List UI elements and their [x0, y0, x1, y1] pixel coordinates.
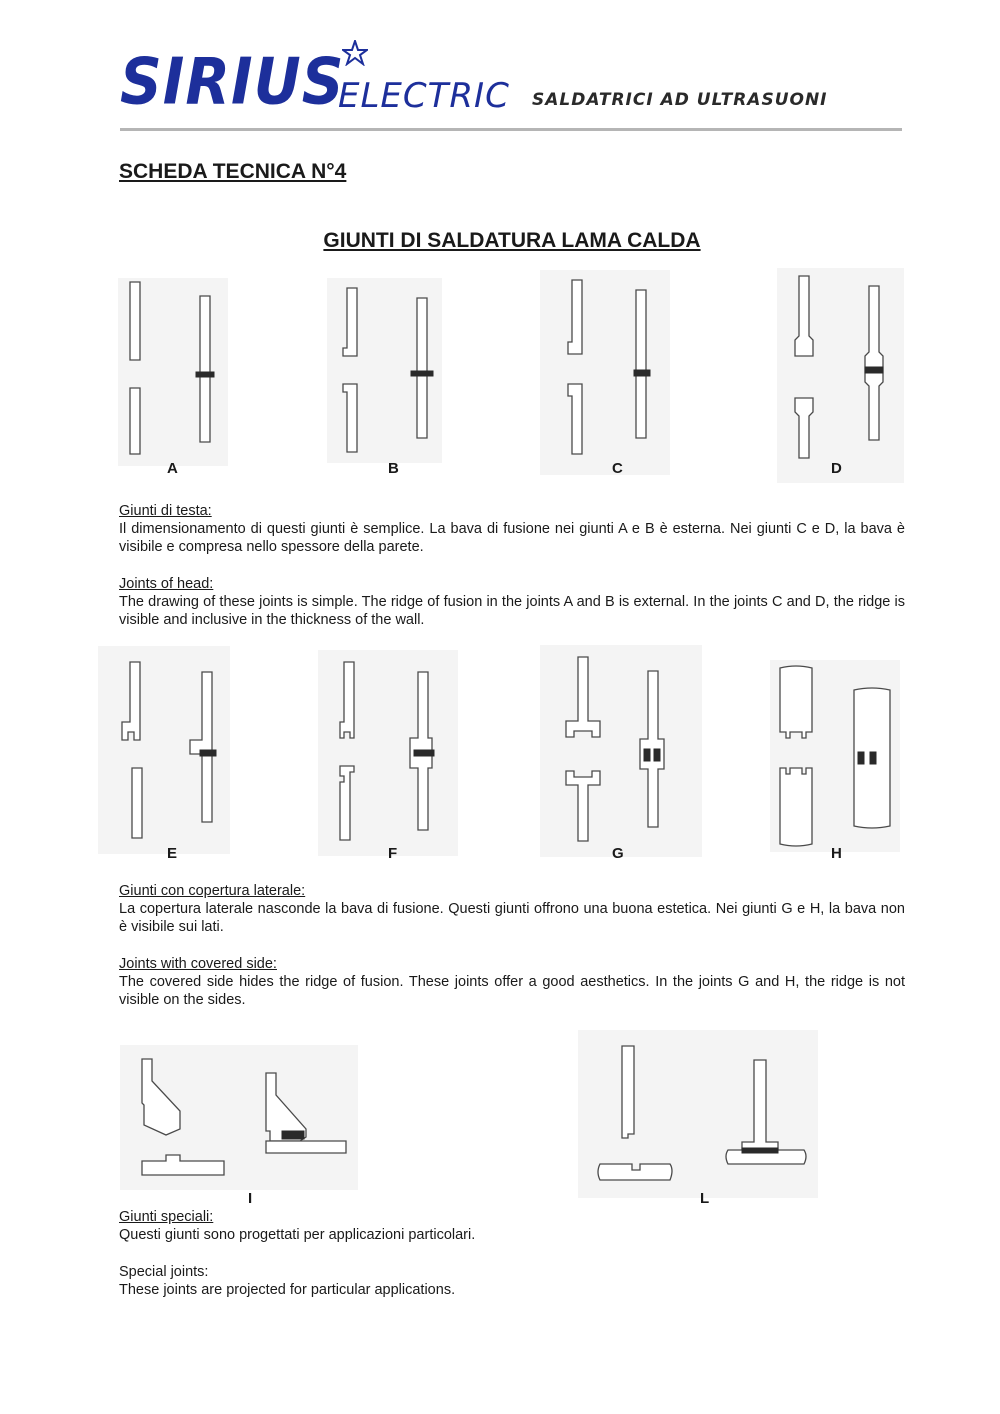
joint-figure-b [327, 278, 442, 463]
section-special-en [119, 1263, 905, 1299]
joint-figure-a [118, 278, 228, 466]
joint-figure-f [318, 650, 458, 856]
section-body: The covered side hides the ridge of fusion. These joints offer a good aesthetics. In the joints G and H, the ridge is not visible on the sides. [119, 974, 905, 1008]
joint-figure-c [540, 270, 670, 475]
header-divider [120, 128, 902, 131]
joint-figure-l [578, 1030, 818, 1198]
page-title: GIUNTI DI SALDATURA LAMA CALDA [323, 229, 701, 252]
section-body: Questi giunti sono progettati per applicazioni particolari. [119, 1227, 476, 1243]
figure-label-a: A [167, 460, 178, 477]
section-covered-en [119, 955, 905, 1009]
joint-figure-d [777, 268, 904, 483]
joint-figure-e [98, 646, 230, 854]
section-heading: Giunti di testa: [119, 503, 212, 519]
section-heading: Joints of head: [119, 576, 214, 592]
logo-brand-main: SIRIUS [120, 44, 345, 119]
section-special-it [119, 1208, 905, 1244]
star-icon [342, 40, 368, 66]
figure-label-i: I [248, 1190, 253, 1207]
figure-label-f: F [388, 845, 398, 862]
section-body: La copertura laterale nasconde la bava di fusione. Questi giunti offrono una buona estetica. Nei giunti G e H, la bava non è visibile sui lati. [119, 901, 905, 935]
joint-figure-g [540, 645, 702, 857]
section-heading: Joints with covered side: [119, 956, 277, 972]
figure-label-l: L [700, 1190, 710, 1207]
logo-brand-sub: ELECTRIC [338, 76, 510, 116]
section-covered-it [119, 882, 905, 936]
figure-label-c: C [612, 460, 623, 477]
section-body: These joints are projected for particular applications. [119, 1282, 456, 1298]
figure-label-d: D [831, 460, 842, 477]
sheet-title: SCHEDA TECNICA N°4 [119, 160, 347, 183]
section-head-en [119, 575, 905, 629]
joint-figure-h [770, 660, 900, 852]
company-logo [120, 40, 510, 120]
figure-label-g: G [612, 845, 624, 862]
figure-label-e: E [167, 845, 178, 862]
section-heading: Giunti con copertura laterale: [119, 883, 306, 899]
figure-label-b: B [388, 460, 399, 477]
section-heading: Giunti speciali: [119, 1209, 214, 1225]
section-body: Il dimensionamento di questi giunti è semplice. La bava di fusione nei giunti A e B è esterna. Nei giunti C e D, la bava è visibile e compresa nello spessore della parete. [119, 521, 905, 555]
section-body: The drawing of these joints is simple. The ridge of fusion in the joints A and B is external. In the joints C and D, the ridge is visible and inclusive in the thickness of the wall. [119, 594, 905, 628]
joint-figure-i [120, 1045, 358, 1190]
header-tagline: SALDATRICI AD ULTRASUONI [532, 90, 828, 110]
figure-label-h: H [831, 845, 842, 862]
section-head-it [119, 502, 905, 556]
section-heading: Special joints: [119, 1264, 209, 1280]
